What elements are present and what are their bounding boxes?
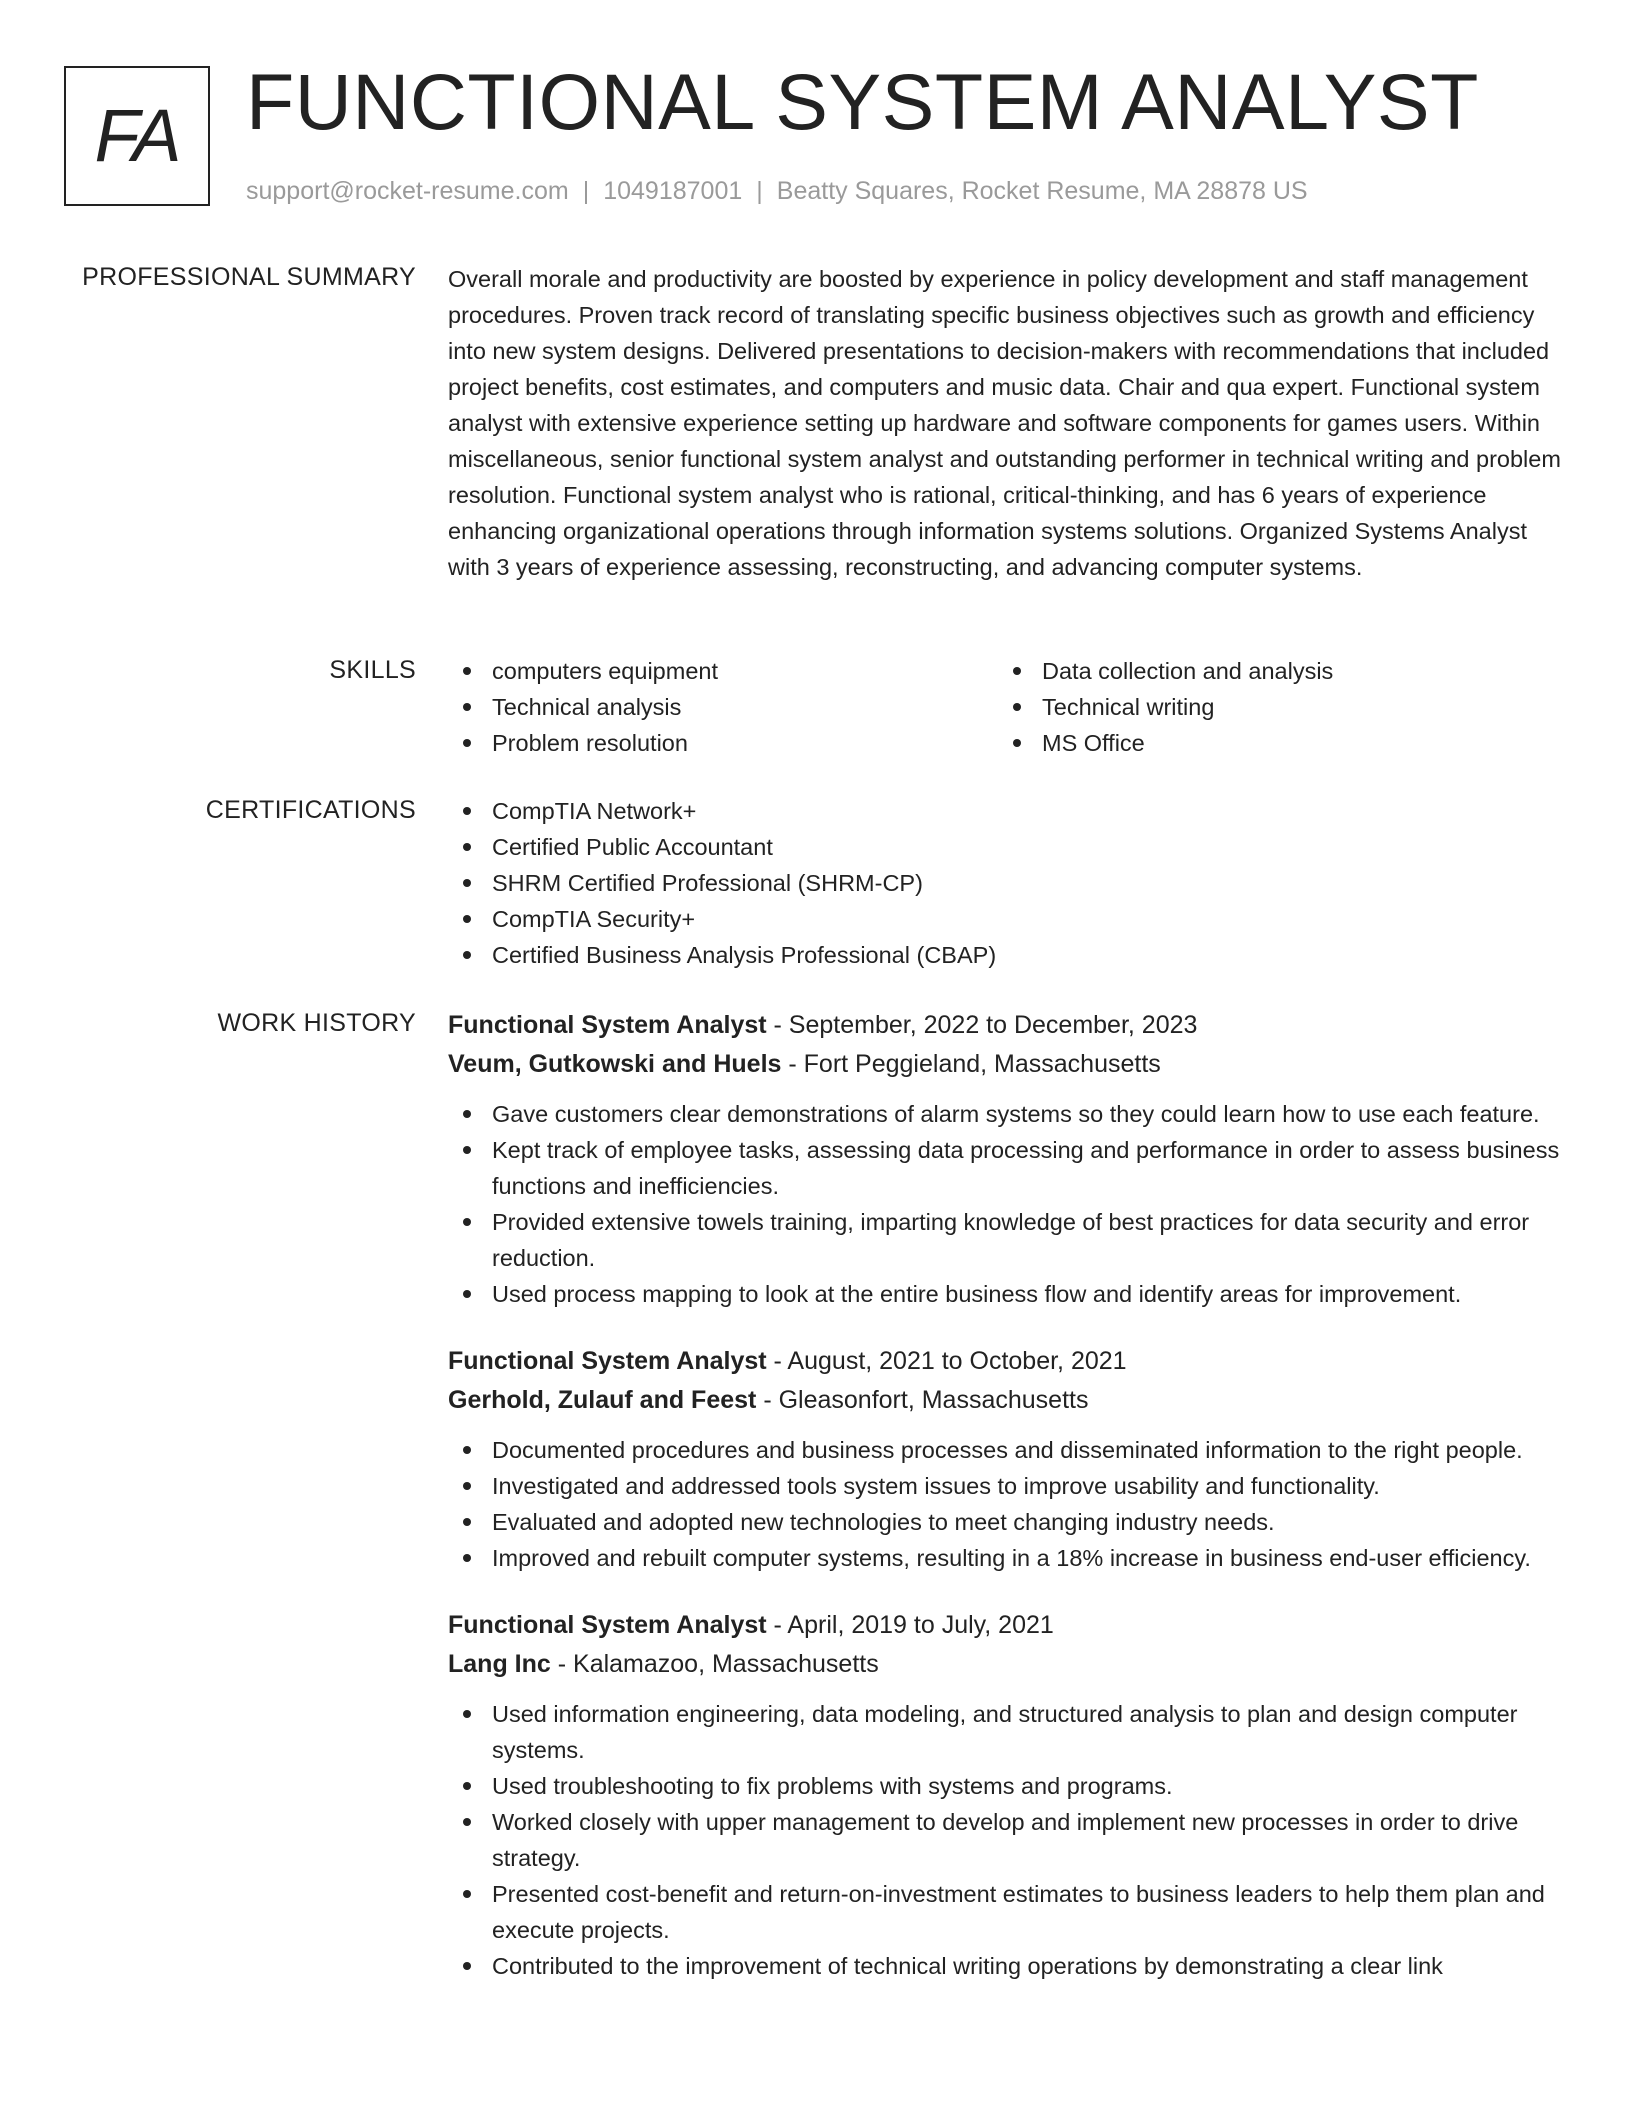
job-title-line — [448, 1606, 1568, 1645]
bullet-dot — [463, 1290, 471, 1298]
job-duty: Used troubleshooting to fix problems with systems and programs. — [448, 1768, 1568, 1804]
skills-body — [448, 653, 1568, 761]
contact-separator: | — [582, 177, 590, 205]
job-duty: Used process mapping to look at the entire business flow and identify areas for improvement. — [448, 1276, 1568, 1312]
certifications-body — [448, 793, 1568, 973]
contact-separator: | — [756, 177, 763, 205]
work-history-body — [448, 1006, 1568, 2014]
bullet-dot — [463, 1782, 471, 1790]
job-company-line — [448, 1045, 1568, 1084]
summary-text: Overall morale and productivity are boosted by experience in policy development and staff management procedures. Proven track record of translating specific business objectives such as growth and efficiency into new system designs. Delivered presentations to decision-makers with recommendations that included project benefits, cost estimates, and computers and music data. Chair and qua expert. Functional system analyst with extensive experience setting up hardware and software components for games users. Within miscellaneous, senior functional system analyst and outstanding performer in technical writing and problem resolution. Functional system analyst who is rational, critical-thinking, and has 6 years of experience enhancing organizational operations through information systems solutions. Organized Systems Analyst with 3 years of experience assessing, reconstructing, and advancing computer systems. — [448, 266, 1561, 580]
bullet-dot — [463, 1890, 471, 1898]
bullet-dot — [1013, 667, 1021, 675]
bullet-dot — [463, 1554, 471, 1562]
job-dates: - August, 2021 to October, 2021 — [766, 1347, 1127, 1375]
job-dates: - April, 2019 to July, 2021 — [766, 1611, 1054, 1639]
bullet-dot — [463, 703, 471, 711]
summary-heading: PROFESSIONAL SUMMARY — [82, 263, 416, 291]
bullet-dot — [463, 951, 471, 959]
job-duty: Evaluated and adopted new technologies to meet changing industry needs. — [448, 1504, 1568, 1540]
job-location: - Gleasonfort, Massachusetts — [756, 1386, 1089, 1414]
monogram-initials: FA — [94, 94, 180, 177]
bullet-dot — [463, 1818, 471, 1826]
skills-heading: SKILLS — [329, 656, 416, 684]
job-title: Functional System Analyst — [448, 1347, 767, 1375]
contact-email: support@rocket-resume.com — [246, 177, 569, 205]
job-duty: Presented cost-benefit and return-on-investment estimates to business leaders to help them plan and execute projects. — [448, 1876, 1568, 1948]
skill-item: MS Office — [998, 725, 1548, 761]
bullet-dot — [1013, 703, 1021, 711]
job-title: Functional System Analyst — [448, 1611, 767, 1639]
job-title-line — [448, 1342, 1568, 1381]
skill-item: computers equipment — [448, 653, 998, 689]
job-title-line — [448, 1006, 1568, 1045]
bullet-dot — [463, 1518, 471, 1526]
resume-title: FUNCTIONAL SYSTEM ANALYST — [246, 57, 1479, 146]
bullet-dot — [463, 1146, 471, 1154]
certifications-list — [448, 793, 1568, 973]
summary-body — [448, 261, 1568, 585]
work-history-heading: WORK HISTORY — [217, 1009, 416, 1037]
job-duty: Gave customers clear demonstrations of alarm systems so they could learn how to use each feature. — [448, 1096, 1568, 1132]
job-location: - Kalamazoo, Massachusetts — [550, 1650, 879, 1678]
bullet-dot — [463, 1446, 471, 1454]
skill-item: Technical writing — [998, 689, 1548, 725]
certification-item: Certified Business Analysis Professional (CBAP) — [448, 937, 1568, 973]
job-dates: - September, 2022 to December, 2023 — [766, 1011, 1198, 1039]
bullet-dot — [463, 739, 471, 747]
job-duty: Used information engineering, data modeling, and structured analysis to plan and design computer systems. — [448, 1696, 1568, 1768]
skill-item: Problem resolution — [448, 725, 998, 761]
bullet-dot — [463, 1710, 471, 1718]
contact-line — [246, 176, 1308, 206]
job-company-line — [448, 1645, 1568, 1684]
certification-item: CompTIA Network+ — [448, 793, 1568, 829]
certifications-heading: CERTIFICATIONS — [205, 796, 416, 824]
job-duties-list — [448, 1432, 1568, 1576]
job-company: Gerhold, Zulauf and Feest — [448, 1386, 757, 1414]
job-duty: Documented procedures and business processes and disseminated information to the right people. — [448, 1432, 1568, 1468]
job-duty: Worked closely with upper management to develop and implement new processes in order to drive strategy. — [448, 1804, 1568, 1876]
contact-address: Beatty Squares, Rocket Resume, MA 28878 US — [776, 177, 1308, 205]
job-duty: Kept track of employee tasks, assessing data processing and performance in order to assess business functions and inefficiencies. — [448, 1132, 1568, 1204]
skill-item: Data collection and analysis — [998, 653, 1548, 689]
contact-phone: 1049187001 — [603, 177, 743, 205]
bullet-dot — [463, 915, 471, 923]
bullet-dot — [463, 667, 471, 675]
job-company: Lang Inc — [448, 1650, 551, 1678]
job-entry — [448, 1006, 1568, 1312]
skills-list-left — [448, 653, 998, 761]
bullet-dot — [463, 807, 471, 815]
job-company: Veum, Gutkowski and Huels — [448, 1050, 782, 1078]
bullet-dot — [463, 879, 471, 887]
bullet-dot — [463, 1218, 471, 1226]
job-location: - Fort Peggieland, Massachusetts — [781, 1050, 1161, 1078]
job-company-line — [448, 1381, 1568, 1420]
job-entry — [448, 1606, 1568, 1984]
job-duties-list — [448, 1696, 1568, 1984]
monogram-box — [64, 66, 210, 206]
job-duties-list — [448, 1096, 1568, 1312]
job-title: Functional System Analyst — [448, 1011, 767, 1039]
job-duty: Improved and rebuilt computer systems, resulting in a 18% increase in business end-user efficiency. — [448, 1540, 1568, 1576]
job-duty: Investigated and addressed tools system issues to improve usability and functionality. — [448, 1468, 1568, 1504]
job-duty: Provided extensive towels training, imparting knowledge of best practices for data security and error reduction. — [448, 1204, 1568, 1276]
certification-item: Certified Public Accountant — [448, 829, 1568, 865]
bullet-dot — [463, 1962, 471, 1970]
job-entry — [448, 1342, 1568, 1576]
bullet-dot — [463, 1482, 471, 1490]
bullet-dot — [463, 843, 471, 851]
bullet-dot — [1013, 739, 1021, 747]
skill-item: Technical analysis — [448, 689, 998, 725]
certification-item: CompTIA Security+ — [448, 901, 1568, 937]
skills-columns — [448, 653, 1568, 761]
certification-item: SHRM Certified Professional (SHRM-CP) — [448, 865, 1568, 901]
skills-list-right — [998, 653, 1548, 761]
job-duty: Contributed to the improvement of technical writing operations by demonstrating a clear link — [448, 1948, 1568, 1984]
bullet-dot — [463, 1110, 471, 1118]
